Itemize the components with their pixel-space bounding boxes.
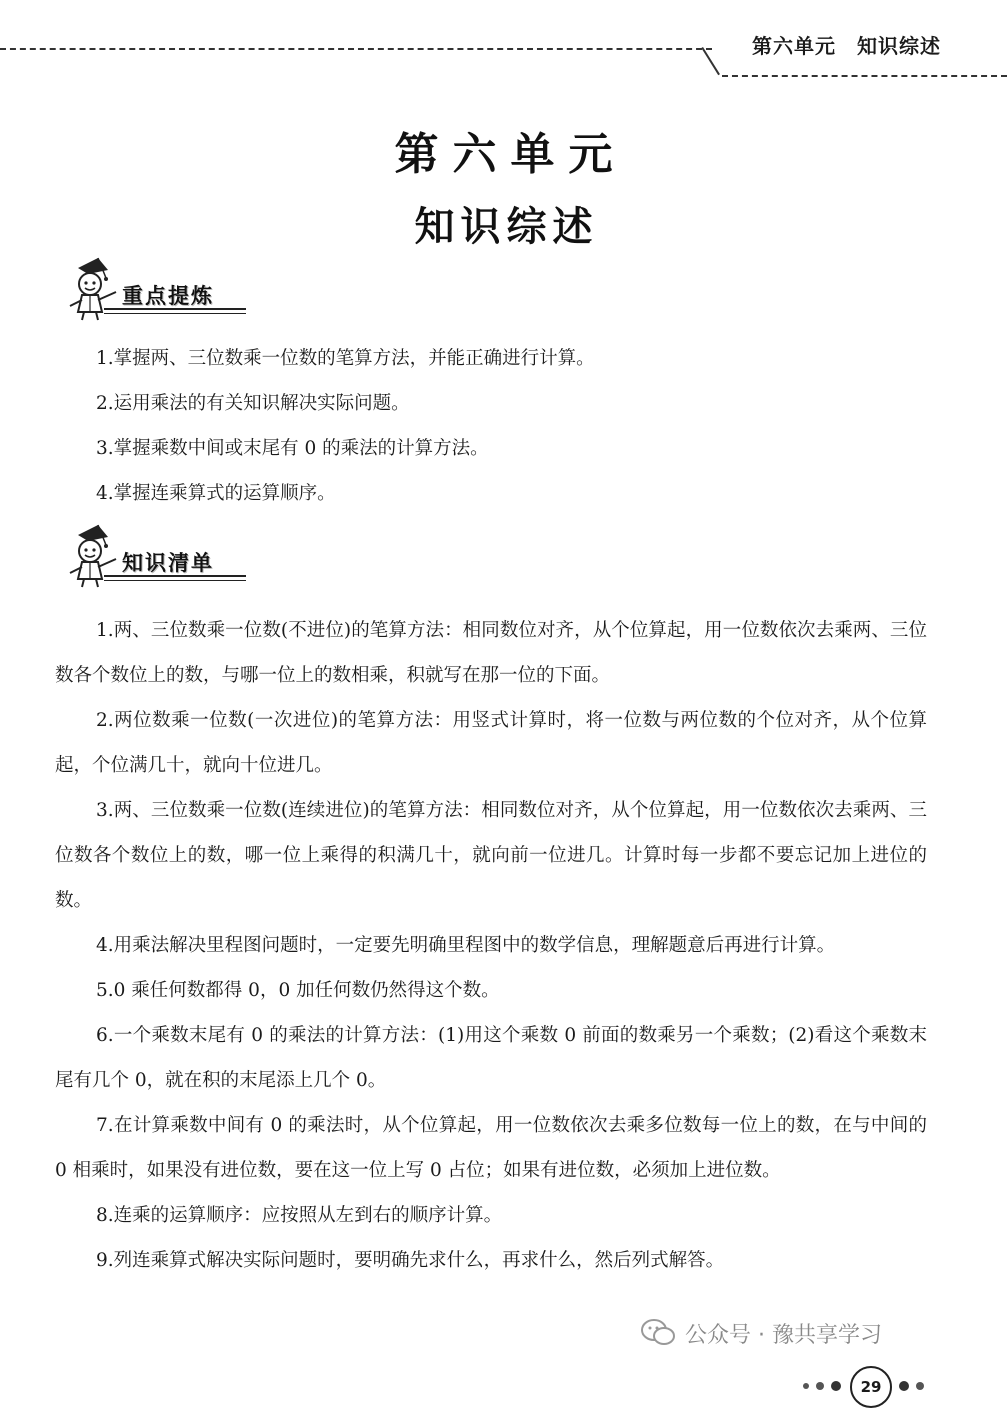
list-item: 9.列连乘算式解决实际问题时，要明确先求什么，再求什么，然后列式解答。 <box>96 1250 725 1271</box>
list-item: 2.两位数乘一位数(一次进位)的笔算方法：用竖式计算时，将一位数与两位数的个位对齐，从个位算起，个位满几十，就向十位进几。 <box>55 710 927 776</box>
page-subtitle: 知识综述 <box>414 204 599 250</box>
wechat-icon <box>640 1318 676 1348</box>
list-item: 1.两、三位数乘一位数(不进位)的笔算方法：相同数位对齐，从个位算起，用一位数依次去乘两、三位数各个数位上的数，与哪一位上的数相乘，积就写在那一位的下面。 <box>55 620 927 686</box>
list-item: 2.运用乘法的有关知识解决实际问题。 <box>96 393 410 414</box>
list-item: 3.掌握乘数中间或末尾有 0 的乘法的计算方法。 <box>96 438 489 459</box>
list-item: 3.两、三位数乘一位数(连续进位)的笔算方法：相同数位对齐，从个位算起，用一位数依次去乘两、三位数各个数位上的数，哪一位上乘得的积满几十，就向前一位进几。计算时每一步都不要忘记加上进位的数。 <box>55 800 927 911</box>
list-item: 4.掌握连乘算式的运算顺序。 <box>96 483 336 504</box>
section-header-key-points <box>64 256 254 326</box>
list-item: 7.在计算乘数中间有 0 的乘法时，从个位算起，用一位数依次去乘多位数每一位上的数，在与中间的 0 相乘时，如果没有进位数，要在这一位上写 0 占位；如果有进位数，必须加上进位数。 <box>55 1115 927 1181</box>
section-header-knowledge-list <box>64 523 254 593</box>
header-dashed-line-right <box>722 75 1007 77</box>
running-header-title: 第六单元 知识综述 <box>752 34 941 58</box>
list-item: 8.连乘的运算顺序：应按照从左到右的顺序计算。 <box>96 1205 503 1226</box>
section-underline-thin <box>104 313 246 314</box>
list-item: 6.一个乘数末尾有 0 的乘法的计算方法：(1)用这个乘数 0 前面的数乘另一个乘数；(2)看这个乘数末尾有几个 0，就在积的末尾添上几个 0。 <box>55 1025 927 1091</box>
section-underline <box>104 308 246 310</box>
knowledge-list <box>55 608 927 1283</box>
section-label-key-points: 重点提炼 <box>122 284 214 308</box>
key-points-list <box>96 343 956 523</box>
list-item: 5.0 乘任何数都得 0，0 加任何数仍然得这个数。 <box>96 980 500 1001</box>
list-item: 1.掌握两、三位数乘一位数的笔算方法，并能正确进行计算。 <box>96 348 595 369</box>
header-dashed-line-left <box>0 48 712 50</box>
header-slant-line <box>701 47 720 75</box>
list-item: 4.用乘法解决里程图问题时，一定要先明确里程图中的数学信息，理解题意后再进行计算。 <box>96 935 836 956</box>
page-number: 29 <box>850 1366 892 1408</box>
unit-title: 第六单元 <box>394 129 627 180</box>
section-label-knowledge-list: 知识清单 <box>122 551 214 575</box>
watermark-text: 公众号 · 豫共享学习 <box>685 1323 882 1348</box>
section-underline-thin <box>104 580 246 581</box>
section-underline <box>104 575 246 577</box>
